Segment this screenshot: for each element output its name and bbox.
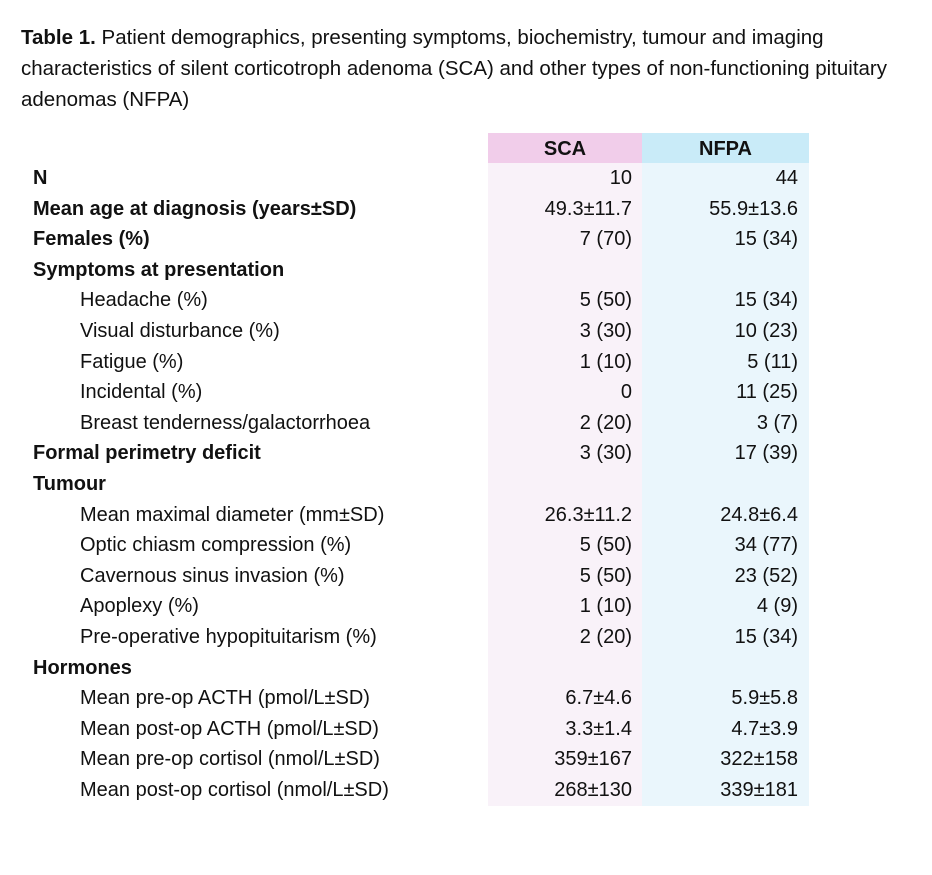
sca-value: 5 (50) [579,534,632,557]
table-row [0,285,932,316]
row-label: Visual disturbance (%) [80,319,280,342]
caption-prefix: Table 1. [21,26,96,49]
nfpa-value: 3 (7) [756,411,798,434]
section-row-tumour [0,469,932,500]
sca-value: 1 (10) [579,595,632,618]
nfpa-value: 23 (52) [734,564,798,587]
table-row [0,622,932,653]
nfpa-value: 10 (23) [734,319,798,342]
row-label: Optic chiasm compression (%) [80,534,352,557]
section-row-hormones [0,653,932,684]
sca-value: 5 (50) [579,564,632,587]
sca-value: 1 (10) [579,350,632,373]
table-row [0,591,932,622]
column-header-sca: SCA [488,133,642,163]
sca-value: 3 (30) [579,442,632,465]
nfpa-value: 339±181 [720,778,798,801]
table-row [0,408,932,439]
table-row [0,714,932,745]
nfpa-value: 5.9±5.8 [731,687,798,710]
table-row [0,775,932,806]
section-label: Tumour [33,472,106,495]
table-row [0,224,932,255]
table-row [0,561,932,592]
sca-value: 359±167 [554,748,632,771]
nfpa-value: 11 (25) [736,381,798,404]
nfpa-value: 17 (39) [734,442,798,465]
row-label: Mean post-op ACTH (pmol/L±SD) [80,717,379,740]
table-row [0,377,932,408]
row-label: Fatigue (%) [80,350,184,373]
row-label: Females (%) [33,228,150,251]
column-header-nfpa: NFPA [642,133,809,163]
nfpa-value: 4.7±3.9 [731,717,798,740]
row-label: Cavernous sinus invasion (%) [80,564,345,587]
row-label: Pre-operative hypopituitarism (%) [80,625,377,648]
row-label: Mean maximal diameter (mm±SD) [80,503,385,526]
row-label: Mean pre-op ACTH (pmol/L±SD) [80,687,370,710]
table-row [0,194,932,225]
sca-value: 2 (20) [579,411,632,434]
nfpa-value: 34 (77) [734,534,798,557]
caption-text: Patient demographics, presenting symptoms, biochemistry, tumour and imaging characteristics of silent corticotroph adenoma (SCA) and other types of non-functioning pituitary adenomas (NFPA) [21,26,887,111]
row-label: N [33,167,48,189]
nfpa-value: 5 (11) [747,350,798,373]
nfpa-value: 15 (34) [734,289,798,312]
nfpa-value: 44 [775,167,798,189]
row-label: Headache (%) [80,289,208,312]
nfpa-value: 15 (34) [734,228,798,251]
row-label: Breast tenderness/galactorrhoea [80,411,371,434]
row-label: Mean pre-op cortisol (nmol/L±SD) [80,748,380,771]
sca-value: 49.3±11.7 [544,197,632,220]
sca-value: 268±130 [554,778,632,801]
table-row [0,163,932,194]
row-label: Mean age at diagnosis (years±SD) [33,197,357,220]
sca-value: 3 (30) [579,319,632,342]
sca-value: 5 (50) [579,289,632,312]
row-label: Formal perimetry deficit [33,442,261,465]
section-label: Hormones [33,656,132,679]
sca-value: 26.3±11.2 [544,503,632,526]
sca-value: 6.7±4.6 [565,687,632,710]
table-caption [21,22,921,115]
nfpa-value: 55.9±13.6 [709,197,798,220]
sca-value: 2 (20) [579,625,632,648]
table-row [0,500,932,531]
sca-value: 3.3±1.4 [565,717,632,740]
table-row [0,347,932,378]
row-label: Mean post-op cortisol (nmol/L±SD) [80,778,389,801]
table-row [0,316,932,347]
nfpa-value: 4 (9) [756,595,798,618]
row-label: Incidental (%) [80,381,203,404]
sca-value: 0 [620,381,632,404]
section-label: Symptoms at presentation [33,258,285,281]
section-row-symptoms [0,255,932,286]
nfpa-value: 15 (34) [734,625,798,648]
table-row [0,683,932,714]
table-row [0,530,932,561]
table-body [0,163,932,805]
table-row [0,744,932,775]
nfpa-value: 322±158 [720,748,798,771]
table-row [0,438,932,469]
sca-value: 7 (70) [579,228,632,251]
nfpa-value: 24.8±6.4 [720,503,798,526]
sca-value: 10 [609,167,632,189]
row-label: Apoplexy (%) [80,595,199,618]
